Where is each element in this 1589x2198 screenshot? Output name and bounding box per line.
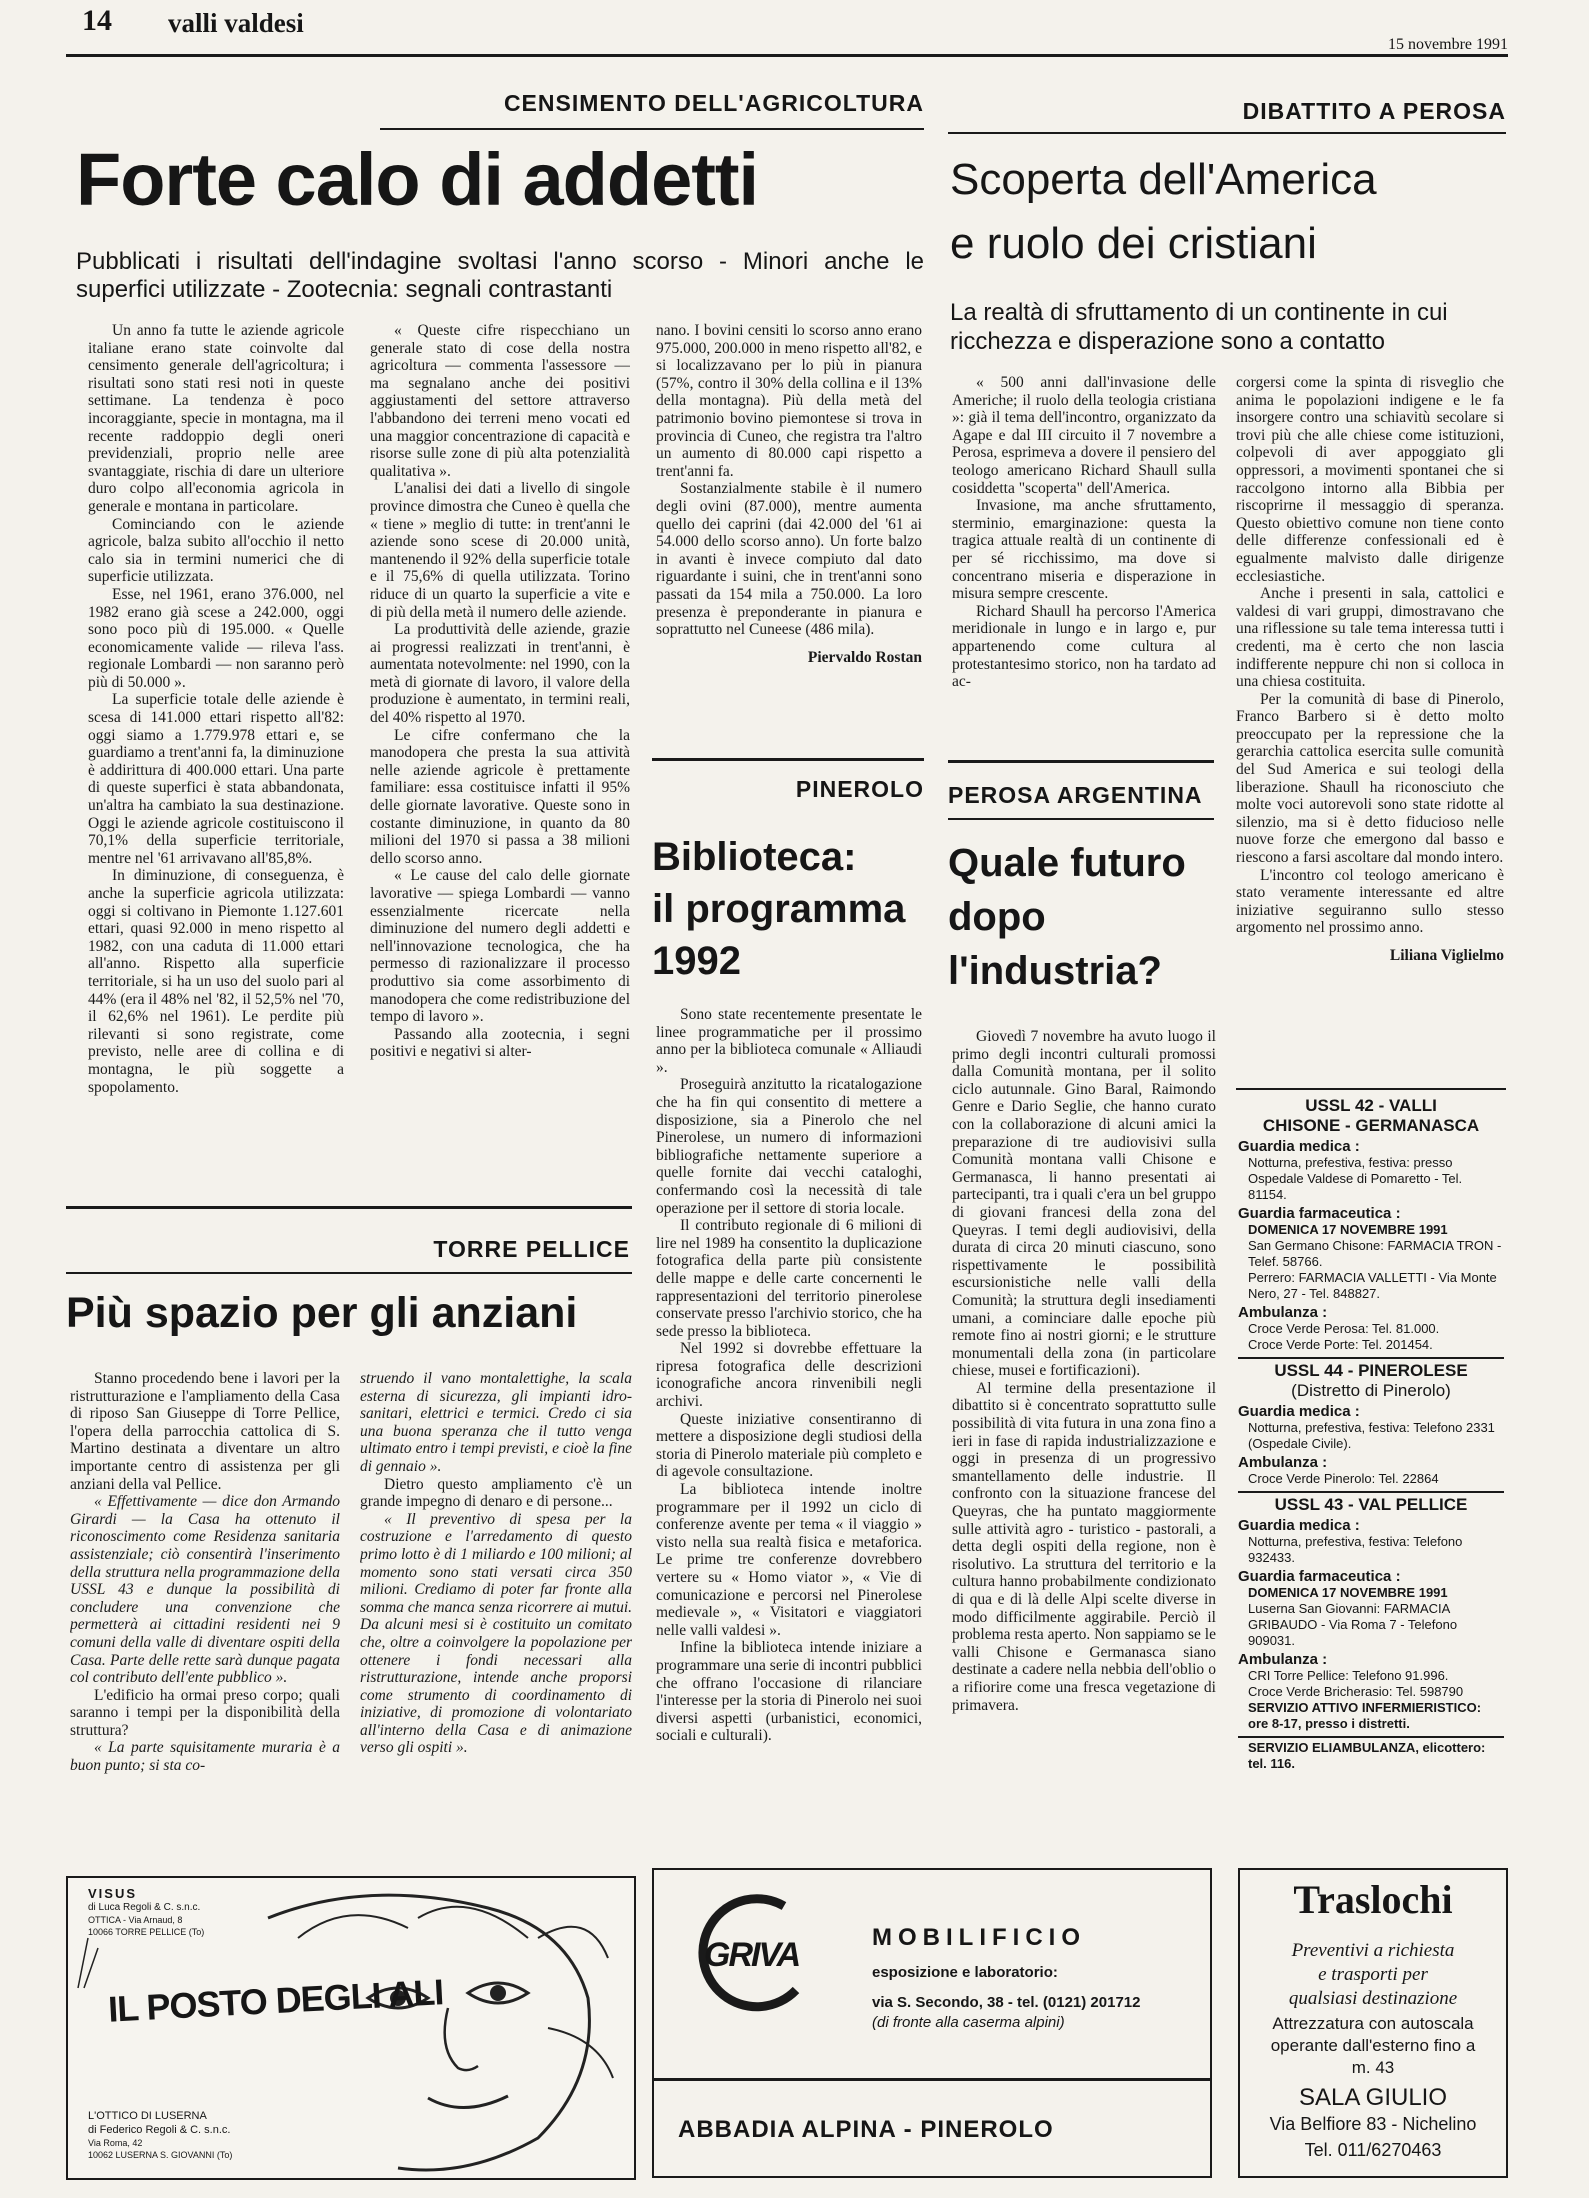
traslochi-company: SALA GIULIO bbox=[1298, 2084, 1448, 2111]
paragraph: « Il preventivo di spesa per la costruzione e l'arredamento di questo primo lotto è di 1 miliardo e 100 milioni; al momento sono stati versati circa 350 milioni. Crediamo di poter far fronte alla somma che manca senza ricorrere ai mutui. Da alcuni mesi si è costituito un comitato che, oltre a coinvolgere la popolazione per ottenere i fondi necessari alla ristrutturazione, intende anche proporsi come strumento di coordinamento di iniziative, di promozione di volontariato all'interno della Casa e di animazione verso gli ospiti ». bbox=[360, 1510, 632, 1757]
traslochi-line3: qualsiasi destinazione bbox=[1288, 1988, 1458, 2009]
ussl44-ambulanza-text: Croce Verde Pinerolo: Tel. 22864 bbox=[1248, 1471, 1439, 1486]
paragraph: « Effettivamente — dice don Armando Girardi — la Casa ha ottenuto il riconoscimento come Residenza sanitaria assistenziale; ciò consentirà l'inserimento della struttura nella programmazione della USSL 43 e dunque la possibilità di concludere una convenzione che permetterà ai cittadini residenti nei 9 comuni della valle di diventare ospiti della Casa. Parte delle rette sarà dunque pagata col contributo dell'ente pubblico ». bbox=[70, 1493, 340, 1687]
article3-headline-line1: Biblioteca: bbox=[652, 835, 857, 879]
ussl42-title-2: CHISONE - GERMANASCA bbox=[1262, 1116, 1480, 1135]
article4-headline-line1: Quale futuro bbox=[948, 841, 1186, 885]
article1-headline: Forte calo di addetti bbox=[76, 138, 759, 221]
ussl42-farmacia-text-1: San Germano Chisone: FARMACIA TRON - Telef. 58766. bbox=[1248, 1238, 1502, 1269]
traslochi-line6: m. 43 bbox=[1351, 2058, 1395, 2077]
article1-signature: Piervaldo Rostan bbox=[807, 648, 922, 666]
traslochi-line4: Attrezzatura con autoscala bbox=[1272, 2014, 1474, 2033]
luserna-address: Via Roma, 42 bbox=[88, 2138, 143, 2148]
paragraph: « La parte squisitamente muraria è a buon punto; si sta co- bbox=[70, 1739, 340, 1775]
article4-top-rule bbox=[948, 760, 1214, 763]
ussl43-infermieristico: SERVIZIO ATTIVO INFERMIERISTICO: ore 8-17, presso i distretti. bbox=[1248, 1700, 1482, 1731]
article3-column bbox=[656, 1006, 922, 1846]
paragraph: Stanno procedendo bene i lavori per la ristrutturazione e l'ampliamento della Casa di riposo San Giuseppe di Torre Pellice, l'opera della parrocchia cattolica di S. Martino destinata a diventare un altro importante centro di assistenza per gli anziani della val Pellice. bbox=[70, 1370, 340, 1493]
paragraph: Nel 1992 si dovrebbe effettuare la ripresa fotografica delle descrizioni iconografiche ancora rinvenibili negli archivi. bbox=[656, 1340, 922, 1411]
article2-kicker-rule bbox=[948, 132, 1506, 134]
ussl42-title-1: USSL 42 - VALLI bbox=[1305, 1096, 1437, 1115]
article2-kicker: DIBATTITO A PEROSA bbox=[1242, 98, 1506, 124]
griva-logo-text: GRIVA bbox=[704, 1936, 800, 1974]
article4-kicker: PEROSA ARGENTINA bbox=[948, 782, 1203, 808]
paragraph: Queste iniziative consentiranno di mettere a disposizione degli studiosi della storia di Pinerolo materiale più completo e di agevole consultazione. bbox=[656, 1410, 922, 1481]
paragraph: Sostanzialmente stabile è il numero degli ovini (87.000), mentre aumenta quello dei caprini (dai 42.000 del '61 ai 54.000 dello scorso anno). Un forte balzo in avanti è invece compiuto dal dato riguardante i suini, che in trent'anni sono passati da 154 mila a 750.000. La loro presenza è preponderante in pianura e soprattutto nel Cuneese (486 mila). bbox=[656, 480, 922, 639]
article3-headline-line3: 1992 bbox=[652, 939, 741, 983]
paragraph: Le cifre confermano che la manodopera che presta la sua attività nelle aziende agricole è prettamente familiare: essa costituisce infatti il 95% delle giornate lavorative. Queste sono in costante diminuzione, in quanto da 80 milioni del 1970 si passa a 38 milioni dello scorso anno. bbox=[370, 726, 630, 867]
paragraph: Passando alla zootecnia, i segni positivi e negativi si alter- bbox=[370, 1025, 630, 1061]
ussl-divider bbox=[1238, 1736, 1504, 1738]
visus-city: 10066 TORRE PELLICE (To) bbox=[88, 1927, 205, 1937]
article2-subhead: La realtà di sfruttamento di un continente in cui ricchezza e disperazione sono a contatto bbox=[950, 299, 1448, 355]
article4-headline-line3: l'industria? bbox=[948, 949, 1162, 993]
article2-signature: Liliana Viglielmo bbox=[1389, 947, 1504, 964]
article3-kicker: PINEROLO bbox=[795, 776, 924, 802]
article1-kicker: CENSIMENTO DELL'AGRICOLTURA bbox=[503, 90, 924, 116]
ussl44-title-1: USSL 44 - PINEROLESE bbox=[1274, 1361, 1468, 1380]
paragraph: Un anno fa tutte le aziende agricole italiane erano state coinvolte dal censimento generale dell'agricoltura; i risultati sono stati resi noti in queste settimane. La tendenza è poco incoraggiante, specie in montagna, ma il recente raddoppio degli oneri previdenziali, proprio nelle aree svantaggiate, rischia di dare un ulteriore duro colpo all'economia agricola in generale e montana in particolare. bbox=[88, 322, 344, 515]
griva-footer: ABBADIA ALPINA - PINEROLO bbox=[678, 2116, 1054, 2143]
ussl42-ambulanza-heading: Ambulanza : bbox=[1238, 1304, 1328, 1321]
visus-name: VISUS bbox=[88, 1886, 138, 1901]
paragraph: Invasione, ma anche sfruttamento, sterminio, emarginazione: questa la tragica attuale realtà di un continente di per sé ricchissimo, ma dove si concentrano miseria e disperazione in misura sempre crescente. bbox=[952, 497, 1216, 603]
article4-column bbox=[952, 1028, 1216, 1844]
article4-kicker-rule bbox=[948, 818, 1214, 820]
ussl-top-rule bbox=[1236, 1088, 1506, 1090]
paragraph: corgersi come la spinta di risveglio che anima le popolazioni indigene e le fa insorgere contro una schiavitù secolare si trovi più che alle chiese come istituzioni, colpevoli di aver appoggiato gli oppressori, a movimenti spontanei che si raccolgono intorno alla Bibbia per riscoprirne il messaggio di speranza. Questo obiettivo comune non tiene conto delle differenze confessionali ed è egualmente malvisto dalle dirigenze ecclesiastiche. bbox=[1236, 374, 1504, 585]
traslochi-title: Traslochi bbox=[1293, 1877, 1453, 1922]
ussl42-ambulanza-text-2: Croce Verde Porte: Tel. 201454. bbox=[1248, 1337, 1433, 1352]
paragraph: Dietro questo ampliamento c'è un grande impegno di denaro e di persone... bbox=[360, 1475, 632, 1511]
ussl43-ambulanza-text-1: CRI Torre Pellice: Telefono 91.996. bbox=[1248, 1668, 1449, 1683]
paragraph: Sono state recentemente presentate le linee programmatiche per il prossimo anno per la biblioteca comunale « Alliaudi ». bbox=[656, 1006, 922, 1076]
ussl43-title: USSL 43 - VAL PELLICE bbox=[1274, 1495, 1468, 1514]
paragraph: La biblioteca intende inoltre programmare per il 1992 un ciclo di conferenze avente per tema « il viaggio » visto nella sua realtà fisica e metaforica. Le prime tre conferenze dovrebbero vertere su « Homo viator », « Vie di comunicazione e percorsi nel Pinerolese medievale », « Visitatori e viaggiatori nelle valli valdesi ». bbox=[656, 1481, 922, 1639]
luserna-city: 10062 LUSERNA S. GIOVANNI (To) bbox=[88, 2150, 233, 2160]
traslochi-phone: Tel. 011/6270463 bbox=[1304, 2140, 1442, 2160]
article5-kicker-rule bbox=[66, 1272, 632, 1274]
article2-column-1 bbox=[952, 374, 1216, 746]
ussl44-guardia-text: Notturna, prefestiva, festiva: Telefono 2331 (Ospedale Civile). bbox=[1248, 1420, 1495, 1451]
ussl43-guardia-heading: Guardia medica : bbox=[1238, 1517, 1360, 1534]
paragraph: L'incontro col teologo americano è stato veramente interessante ed altre iniziative seguiranno sullo stesso argomento nel prossimo anno. bbox=[1236, 866, 1504, 937]
article1-subhead: Pubblicati i risultati dell'indagine svoltasi l'anno scorso - Minori anche le superfici utilizzate - Zootecnia: segnali contrastanti bbox=[76, 248, 924, 303]
traslochi-line5: operante dall'esterno fino a bbox=[1270, 2036, 1476, 2055]
paragraph: Anche i presenti in sala, cattolici e valdesi di vari gruppi, dimostravano che una riflessione su tale tema interessa tutti i credenti, ma è certo che non lascia indifferente neppure chi non si colloca in una chiesa costituita. bbox=[1236, 585, 1504, 691]
ussl-divider bbox=[1238, 1491, 1504, 1493]
page-number: 14 bbox=[82, 4, 112, 37]
issue-date: 15 novembre 1991 bbox=[1388, 36, 1508, 53]
article2-headline-line2: e ruolo dei cristiani bbox=[950, 219, 1317, 268]
paragraph: Il contributo regionale di 6 milioni di lire nel 1989 ha consentito la duplicazione fotografica della parte più consistente delle mappe e delle carte concernenti le rappresentazioni del territorio pinerolese conservate presso l'archivio storico, che ha sede presso la biblioteca. bbox=[656, 1217, 922, 1340]
article3-headline-line2: il programma bbox=[652, 887, 906, 931]
publication-name: valli valdesi bbox=[168, 8, 304, 38]
paragraph: struendo il vano montalettighe, la scala esterna di sicurezza, gli impianti idro-sanitari, elettrici e termici. Credo ci sia una buona speranza che il tutto venga ultimato entro i tempi previsti, e cioè la fine di gennaio ». bbox=[360, 1370, 632, 1475]
paragraph: Cominciando con le aziende agricole, balza subito all'occhio il netto calo sia in termini numerici che di superficie utilizzata. bbox=[88, 515, 344, 586]
ussl43-ambulanza-heading: Ambulanza : bbox=[1238, 1651, 1328, 1668]
paragraph: La produttività delle aziende, grazie ai progressi realizzati in trent'anni, è aumentata notevolmente: nel 1990, con la metà di giornate di lavoro, il valore della produzione è aumentato, in termini reali, del 40% rispetto al 1970. bbox=[370, 621, 630, 727]
paragraph: Giovedì 7 novembre ha avuto luogo il primo degli incontri culturali promossi dalla Comunità montana, per il solito ciclo autunnale. Gino Baral, Raimondo Genre e Dario Seglie, che hanno curato con la collaborazione di alcuni amici la preparazione di tre audiovisivi sulla Comunità montana valli Chisone e Germanasca, li hanno presentati ai partecipanti, tra i quali c'era un bel gruppo di giovani francesi della zona del Queyras. I temi degli audiovisivi, della durata di circa 20 minuti ciascuno, sono rispettivamente le possibilità escursionistiche nelle valli della Comunità; la struttura degli insediamenti umani, a cominciare dalle epoche più remote fino ai nostri giorni; e le strutture monumentali della zona (in particolare chiese, musei e fortificazioni). bbox=[952, 1028, 1216, 1380]
ussl-divider bbox=[1238, 1357, 1504, 1359]
griva-divider bbox=[654, 2078, 1210, 2081]
paragraph: Infine la biblioteca intende iniziare a programmare una serie di incontri pubblici che offrano l'occasione di rilanciare l'interesse per la storia di Pinerolo nei suoi diversi aspetti (urbanistici, economici, sociali e culturali). bbox=[656, 1639, 922, 1745]
griva-line3: (di fronte alla caserma alpini) bbox=[872, 2014, 1065, 2031]
ad-visus bbox=[66, 1876, 636, 2180]
article1-column-3 bbox=[656, 322, 922, 742]
paragraph: Al termine della presentazione il dibattito si è concentrato soprattutto sulle possibilità di vita futura in una zona fino a ieri in fase di rapida industrializzazione e oggi in presenza di un progressivo smantellamento delle industrie. Il confronto con la situazione francese del Queyras, che ha puntato maggiormente sulle attività agro - turistico - pastorali, a detta degli ospiti della regione, non è risolutivo. La struttura del territorio e la cultura hanno probabilmente condizionato di qua e di là delle Alpi scelte diverse in modo difficilmente aggirabile. Perciò il problema resta aperto. Non sappiamo se le valli Chisone e Germanasca siano destinate a cadere nella nebbia dell'oblio o a rifiorire come una fresca vegetazione di primavera. bbox=[952, 1379, 1216, 1714]
ad-traslochi bbox=[1238, 1868, 1508, 2178]
luserna-owner: di Federico Regoli & C. s.n.c. bbox=[88, 2124, 231, 2136]
article3-top-rule bbox=[652, 758, 924, 761]
paragraph: nano. I bovini censiti lo scorso anno erano 975.000, 200.000 in meno rispetto all'82, e si localizzavano per lo più in pianura (57%, contro il 30% della collina e il 13% della montagna). Più della metà del patrimonio bovino piemontese si trova in provincia di Cuneo, che registra tra l'altro un aumento di 80.000 capi rispetto a trent'anni fa. bbox=[656, 322, 922, 480]
masthead-rule bbox=[66, 54, 1508, 57]
paragraph: « Queste cifre rispecchiano un generale stato di cose della nostra agricoltura — commenta l'assessore — ma segnalano anche dei positivi aggiustamenti del settore attraverso l'abbandono dei terreni meno vocati ed una maggior concentrazione di capacità e risorse sulle zone di più alta potenzialità qualitativa ». bbox=[370, 322, 630, 480]
paragraph: Esse, nel 1961, erano 376.000, nel 1982 erano già scese a 242.000, oggi sono poco più di 195.000. « Quelle economicamente valide — rileva l'ass. regionale Lombardi — non saranno però più di 50.000 ». bbox=[88, 585, 344, 691]
visus-brand: IL POSTO DEGLI ALI bbox=[107, 1971, 445, 2030]
ussl43-farmacia-date: DOMENICA 17 NOVEMBRE 1991 bbox=[1248, 1585, 1448, 1600]
ussl42-farmacia-date: DOMENICA 17 NOVEMBRE 1991 bbox=[1248, 1222, 1448, 1237]
article5-column-1 bbox=[70, 1370, 340, 1858]
paragraph: La superficie totale delle aziende è scesa di 141.000 ettari rispetto all'82: oggi siamo a 1.779.978 ettari e, se guardiamo a trent'anni fa, la diminuzione è addirittura di 400.000 ettari. Una parte di queste superfici è stata abbandonata, un'altra ha cambiato la sua destinazione. Oggi le aziende agricole costituiscono il 70,1% della superficie territoriale, mentre nel '61 arrivavano all'85,8%. bbox=[88, 691, 344, 867]
ussl43-farmacia-text: Luserna San Giovanni: FARMACIA GRIBAUDO - Via Roma 7 - Telefono 909031. bbox=[1248, 1601, 1458, 1648]
paragraph: « 500 anni dall'invasione delle Americhe; il ruolo della teologia cristiana »: già il tema dell'incontro, organizzato da Agape e dal III circuito il 7 novembre a Perosa, esprimeva a dovere il pensiero del teologo americano Richard Shaull sulla cosiddetta "scoperta" dell'America. bbox=[952, 374, 1216, 497]
ussl-box bbox=[1238, 1096, 1504, 1772]
griva-title: MOBILIFICIO bbox=[872, 1924, 1086, 1951]
article2-headline-line1: Scoperta dell'America bbox=[950, 155, 1377, 204]
visus-owner: di Luca Regoli & C. s.n.c. bbox=[88, 1902, 201, 1913]
paragraph: L'analisi dei dati a livello di singole province dimostra che Cuneo è quella che « tiene » meglio di tutte: in trent'anni le aziende sono scese di 20.000 unità, mantenendo il 92% della superficie totale e il 75,6% di quella utilizzata. Torino riduce di un quarto la superficie a vite e di più della metà il numero delle aziende. bbox=[370, 480, 630, 621]
paragraph: In diminuzione, di conseguenza, è anche la superficie agricola utilizzata: oggi si coltivano in Piemonte 1.127.601 ettari, quasi 92.000 in meno rispetto al 1982, con una caduta di 11.000 ettari all'anno. Rispetto alla superficie territoriale, si ha un uso del suolo pari al 44% (era il 48% nel '82, il 52,5% nel '70, il 62,6% nel 1961). Le perdite più rilevanti si sono registrate, come previsto, nelle aree di collina e di montagna, le più soggette a spopolamento. bbox=[88, 867, 344, 1096]
griva-line2: via S. Secondo, 38 - tel. (0121) 201712 bbox=[872, 1994, 1141, 2011]
ussl43-farmacia-heading: Guardia farmaceutica : bbox=[1238, 1568, 1401, 1585]
article5-column-2 bbox=[360, 1370, 632, 1858]
article1-kicker-rule bbox=[380, 128, 924, 130]
ussl44-guardia-heading: Guardia medica : bbox=[1238, 1403, 1360, 1420]
article4-headline-line2: dopo bbox=[948, 895, 1046, 939]
ussl42-farmacia-text-2: Perrero: FARMACIA VALLETTI - Via Monte Nero, 27 - Tel. 848827. bbox=[1248, 1270, 1497, 1301]
paragraph: Per la comunità di base di Pinerolo, Franco Barbero si è detto molto preoccupato per la repressione che la gerarchia cattolica esercita sulle comunità del Sud America e sui teologi della liberazione. Shaull ha riconosciuto che molte voci autorevoli sono state ridotte al silenzio, ma si è detto fiducioso nelle nuove forze che emergono dal basso e riescono a farsi ascoltare dal mondo intero. bbox=[1236, 690, 1504, 867]
griva-line1: esposizione e laboratorio: bbox=[872, 1964, 1058, 1981]
article2-column-2 bbox=[1236, 374, 1504, 1074]
ussl42-guardia-heading: Guardia medica : bbox=[1238, 1138, 1360, 1155]
traslochi-address: Via Belfiore 83 - Nichelino bbox=[1269, 2114, 1477, 2134]
article1-column-1 bbox=[88, 322, 344, 1202]
traslochi-line1: Preventivi a richiesta bbox=[1291, 1940, 1455, 1961]
ussl42-guardia-text: Notturna, prefestiva, festiva: presso Ospedale Valdese di Pomaretto - Tel. 81154. bbox=[1248, 1155, 1463, 1202]
ussl43-guardia-text: Notturna, prefestiva, festiva: Telefono 932433. bbox=[1248, 1534, 1463, 1565]
paragraph: Proseguirà anzitutto la ricatalogazione che ha fin qui consentito di mettere a disposizione, sia a Pinerolo che nel Pinerolese, un numero di informazioni bibliografiche nettamente superiore a quelle fornite dai vecchi cataloghi, confermando così la necessità di tale operazione per il settore di storia locale. bbox=[656, 1076, 922, 1217]
article1-column-2 bbox=[370, 322, 630, 1202]
ussl42-ambulanza-text-1: Croce Verde Perosa: Tel. 81.000. bbox=[1248, 1321, 1440, 1336]
article5-kicker: TORRE PELLICE bbox=[433, 1236, 630, 1262]
article5-headline: Più spazio per gli anziani bbox=[66, 1289, 578, 1337]
ussl44-title-2: (Distretto di Pinerolo) bbox=[1291, 1381, 1451, 1400]
ussl43-ambulanza-text-2: Croce Verde Bricherasio: Tel. 598790 bbox=[1248, 1684, 1464, 1699]
article5-top-rule bbox=[66, 1206, 632, 1209]
ussl42-farmacia-heading: Guardia farmaceutica : bbox=[1238, 1205, 1401, 1222]
luserna-name: L'OTTICO DI LUSERNA bbox=[88, 2110, 207, 2122]
ussl43-eliambulanza: SERVIZIO ELIAMBULANZA, elicottero: tel. 116. bbox=[1248, 1740, 1486, 1771]
paragraph: Richard Shaull ha percorso l'America meridionale in lungo e in largo e, pur appartenendo come cultura al protestantesimo storico, non ha tardato ad ac- bbox=[952, 602, 1216, 691]
traslochi-line2: e trasporti per bbox=[1318, 1964, 1428, 1985]
paragraph: L'edificio ha ormai preso corpo; quali saranno i tempi per la disponibilità della struttura? bbox=[70, 1686, 340, 1739]
ussl44-ambulanza-heading: Ambulanza : bbox=[1238, 1454, 1328, 1471]
visus-address: OTTICA - Via Arnaud, 8 bbox=[88, 1915, 183, 1925]
paragraph: « Le cause del calo delle giornate lavorative — spiega Lombardi — vanno essenzialmente ricercate nella diminuzione del numero degli addetti e nell'innovazione tecnologica, che ha permesso di razionalizzare il processo produttivo sia come assorbimento di manodopera che come redistribuzione del tempo di lavoro ». bbox=[370, 867, 630, 1026]
ad-griva bbox=[652, 1868, 1212, 2178]
